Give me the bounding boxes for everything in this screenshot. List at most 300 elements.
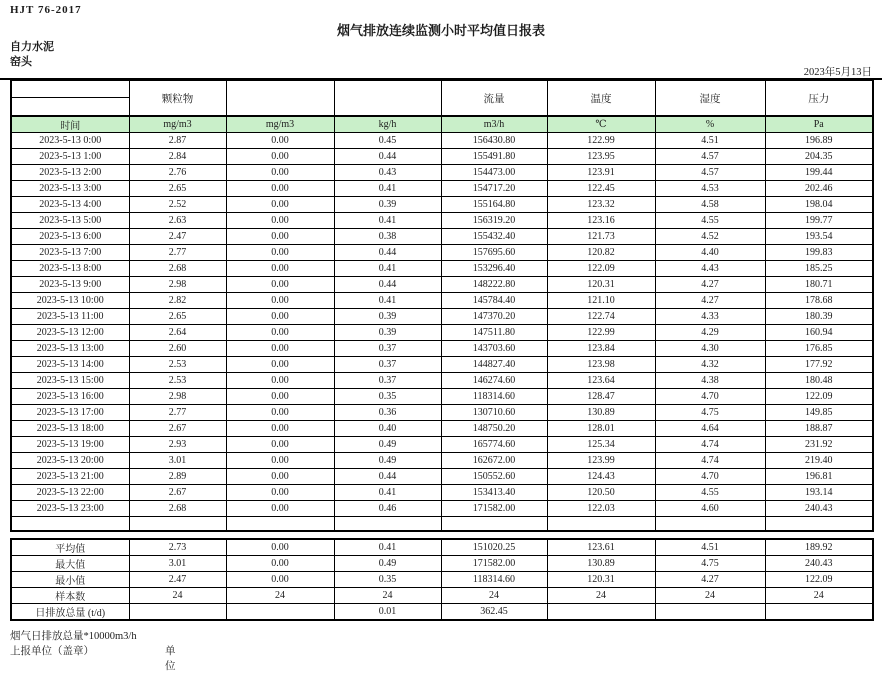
cell: 2.53 xyxy=(129,357,226,373)
table-row xyxy=(11,437,873,453)
time-cell: 2023-5-13 14:00 xyxy=(11,357,129,373)
cell: 2.73 xyxy=(129,539,226,556)
cell: 4.40 xyxy=(655,245,765,261)
cell: 202.46 xyxy=(765,181,873,197)
cell: 24 xyxy=(334,588,441,604)
cell: 118314.60 xyxy=(441,389,547,405)
cell: 204.35 xyxy=(765,149,873,165)
cell: 3.01 xyxy=(129,556,226,572)
cell: 240.43 xyxy=(765,501,873,517)
cell: 2.60 xyxy=(129,341,226,357)
cell: 0.35 xyxy=(334,389,441,405)
cell: 0.00 xyxy=(226,405,334,421)
cell: 0.00 xyxy=(226,421,334,437)
table-row xyxy=(11,293,873,309)
cell: 130.89 xyxy=(547,405,655,421)
cell: 2.68 xyxy=(129,261,226,277)
cell: 122.09 xyxy=(765,389,873,405)
report-date: 2023年5月13日 xyxy=(803,67,872,78)
cell: 24 xyxy=(441,588,547,604)
cell: 156319.20 xyxy=(441,213,547,229)
cell: 0.00 xyxy=(226,197,334,213)
table-row xyxy=(11,421,873,437)
cell: 123.99 xyxy=(547,453,655,469)
cell xyxy=(129,517,226,532)
cell: 0.00 xyxy=(226,325,334,341)
summary-row xyxy=(11,556,873,572)
cell: 2.98 xyxy=(129,277,226,293)
cell: 0.00 xyxy=(226,485,334,501)
time-cell: 2023-5-13 18:00 xyxy=(11,421,129,437)
cell xyxy=(226,604,334,621)
cell: 193.54 xyxy=(765,229,873,245)
cell: 151020.25 xyxy=(441,539,547,556)
summary-row xyxy=(11,572,873,588)
summary-label-cell: 平均值 xyxy=(11,539,129,556)
cell: 4.75 xyxy=(655,405,765,421)
cell: 4.32 xyxy=(655,357,765,373)
cell: 4.53 xyxy=(655,181,765,197)
cell: 0.36 xyxy=(334,405,441,421)
table-row xyxy=(11,485,873,501)
cell: 0.37 xyxy=(334,341,441,357)
summary-rows xyxy=(11,539,873,620)
summary-row xyxy=(11,604,873,621)
cell: 153296.40 xyxy=(441,261,547,277)
cell: 146274.60 xyxy=(441,373,547,389)
cell: 123.84 xyxy=(547,341,655,357)
table-row xyxy=(11,149,873,165)
cell: 0.41 xyxy=(334,213,441,229)
cell: 0.00 xyxy=(226,357,334,373)
cell: 120.50 xyxy=(547,485,655,501)
group-header-humidity: 湿度 xyxy=(655,80,765,116)
table-row xyxy=(11,165,873,181)
cell: 149.85 xyxy=(765,405,873,421)
cell: 150552.60 xyxy=(441,469,547,485)
cell: 2.76 xyxy=(129,165,226,181)
cell: 128.01 xyxy=(547,421,655,437)
cell xyxy=(226,517,334,532)
table-row xyxy=(11,133,873,149)
cell: 4.55 xyxy=(655,213,765,229)
cell: 2.84 xyxy=(129,149,226,165)
cell xyxy=(547,604,655,621)
cell: 0.00 xyxy=(226,213,334,229)
summary-label-cell: 样本数 xyxy=(11,588,129,604)
summary-label-cell: 日排放总量 (t/d) xyxy=(11,604,129,621)
cell: 118314.60 xyxy=(441,572,547,588)
unit-cell: m3/h xyxy=(441,116,547,133)
cell: 145784.40 xyxy=(441,293,547,309)
table-row xyxy=(11,277,873,293)
time-cell: 2023-5-13 15:00 xyxy=(11,373,129,389)
table-row xyxy=(11,245,873,261)
group-header-flow: 流量 xyxy=(441,80,547,116)
cell: 24 xyxy=(765,588,873,604)
cell: 2.47 xyxy=(129,572,226,588)
cell: 123.95 xyxy=(547,149,655,165)
time-cell: 2023-5-13 9:00 xyxy=(11,277,129,293)
cell: 0.35 xyxy=(334,572,441,588)
group-header-row xyxy=(11,80,873,116)
cell xyxy=(334,517,441,532)
cell: 0.00 xyxy=(226,341,334,357)
cell: 2.89 xyxy=(129,469,226,485)
cell: 153413.40 xyxy=(441,485,547,501)
cell: 177.92 xyxy=(765,357,873,373)
standard-code: HJT 76-2017 xyxy=(10,4,82,16)
time-cell: 2023-5-13 5:00 xyxy=(11,213,129,229)
summary-label-cell: 最小值 xyxy=(11,572,129,588)
cell: 123.64 xyxy=(547,373,655,389)
cell: 4.27 xyxy=(655,277,765,293)
cell: 4.51 xyxy=(655,133,765,149)
cell: 122.03 xyxy=(547,501,655,517)
cell: 2.65 xyxy=(129,309,226,325)
time-cell: 2023-5-13 4:00 xyxy=(11,197,129,213)
group-header-blank-2 xyxy=(334,80,441,116)
cell: 199.83 xyxy=(765,245,873,261)
cell: 0.40 xyxy=(334,421,441,437)
unit-cell: kg/h xyxy=(334,116,441,133)
cell: 0.45 xyxy=(334,133,441,149)
time-header: 时间 xyxy=(11,116,129,133)
report-title: 烟气排放连续监测小时平均值日报表 xyxy=(336,23,545,38)
table-row xyxy=(11,389,873,405)
cell: 0.49 xyxy=(334,556,441,572)
cell: 122.99 xyxy=(547,133,655,149)
cell: 0.00 xyxy=(226,261,334,277)
cell: 219.40 xyxy=(765,453,873,469)
cell: 193.14 xyxy=(765,485,873,501)
cell: 122.99 xyxy=(547,325,655,341)
cell: 196.81 xyxy=(765,469,873,485)
table-row xyxy=(11,325,873,341)
time-cell: 2023-5-13 10:00 xyxy=(11,293,129,309)
time-cell: 2023-5-13 7:00 xyxy=(11,245,129,261)
cell: 24 xyxy=(226,588,334,604)
group-header-particulate: 颗粒物 xyxy=(129,80,226,116)
cell: 4.57 xyxy=(655,149,765,165)
cell: 123.32 xyxy=(547,197,655,213)
cell: 4.38 xyxy=(655,373,765,389)
cell: 362.45 xyxy=(441,604,547,621)
unit-cell: mg/m3 xyxy=(226,116,334,133)
cell: 123.91 xyxy=(547,165,655,181)
table-row xyxy=(11,469,873,485)
table-row xyxy=(11,309,873,325)
cell: 0.00 xyxy=(226,389,334,405)
footer-line2 xyxy=(10,643,176,672)
time-cell: 2023-5-13 2:00 xyxy=(11,165,129,181)
cell: 0.39 xyxy=(334,309,441,325)
time-cell: 2023-5-13 20:00 xyxy=(11,453,129,469)
cell: 2.67 xyxy=(129,421,226,437)
cell: 0.41 xyxy=(334,485,441,501)
time-cell: 2023-5-13 8:00 xyxy=(11,261,129,277)
cell: 125.34 xyxy=(547,437,655,453)
cell: 0.00 xyxy=(226,293,334,309)
cell: 180.71 xyxy=(765,277,873,293)
table-row xyxy=(11,453,873,469)
cell: 0.00 xyxy=(226,453,334,469)
time-cell: 2023-5-13 6:00 xyxy=(11,229,129,245)
data-rows xyxy=(11,133,873,517)
cell: 122.45 xyxy=(547,181,655,197)
table-row xyxy=(11,261,873,277)
cell: 0.00 xyxy=(226,437,334,453)
cell: 4.43 xyxy=(655,261,765,277)
table-row xyxy=(11,405,873,421)
cell: 0.00 xyxy=(226,229,334,245)
cell: 121.10 xyxy=(547,293,655,309)
report-unit-label: 上报单位（盖章） xyxy=(10,646,94,657)
time-cell: 2023-5-13 0:00 xyxy=(11,133,129,149)
cell: 4.52 xyxy=(655,229,765,245)
cell: 185.25 xyxy=(765,261,873,277)
summary-row xyxy=(11,539,873,556)
cell: 0.00 xyxy=(226,149,334,165)
time-cell: 2023-5-13 1:00 xyxy=(11,149,129,165)
cell: 143703.60 xyxy=(441,341,547,357)
cell: 120.31 xyxy=(547,277,655,293)
cell: 122.74 xyxy=(547,309,655,325)
cell: 147511.80 xyxy=(441,325,547,341)
cell: 171582.00 xyxy=(441,556,547,572)
cell: 2.63 xyxy=(129,213,226,229)
cell: 148750.20 xyxy=(441,421,547,437)
cell: 4.60 xyxy=(655,501,765,517)
cell: 180.48 xyxy=(765,373,873,389)
cell: 0.41 xyxy=(334,539,441,556)
cell: 0.37 xyxy=(334,373,441,389)
cell: 124.43 xyxy=(547,469,655,485)
cell: 162672.00 xyxy=(441,453,547,469)
cell: 0.41 xyxy=(334,181,441,197)
cell: 123.61 xyxy=(547,539,655,556)
cell: 4.55 xyxy=(655,485,765,501)
cell: 4.74 xyxy=(655,437,765,453)
cell: 0.00 xyxy=(226,245,334,261)
cell: 148222.80 xyxy=(441,277,547,293)
cell: 178.68 xyxy=(765,293,873,309)
table-row xyxy=(11,373,873,389)
cell: 199.44 xyxy=(765,165,873,181)
cell: 122.09 xyxy=(547,261,655,277)
footer-note: 烟气日排放总量*10000m3/h xyxy=(10,631,137,642)
cell: 4.75 xyxy=(655,556,765,572)
cell: 122.09 xyxy=(765,572,873,588)
cell xyxy=(441,517,547,532)
cell: 2.93 xyxy=(129,437,226,453)
cell: 2.98 xyxy=(129,389,226,405)
cell: 130710.60 xyxy=(441,405,547,421)
cell: 4.70 xyxy=(655,469,765,485)
corner-cell xyxy=(11,80,129,116)
cell: 123.98 xyxy=(547,357,655,373)
time-cell: 2023-5-13 21:00 xyxy=(11,469,129,485)
unit-cell: % xyxy=(655,116,765,133)
cell: 0.00 xyxy=(226,181,334,197)
cell: 2.65 xyxy=(129,181,226,197)
cell: 4.51 xyxy=(655,539,765,556)
cell: 0.49 xyxy=(334,437,441,453)
cell: 199.77 xyxy=(765,213,873,229)
cell: 4.33 xyxy=(655,309,765,325)
main-table xyxy=(10,79,874,532)
corner-top-cell xyxy=(12,81,129,98)
cell: 0.00 xyxy=(226,539,334,556)
time-cell: 2023-5-13 3:00 xyxy=(11,181,129,197)
cell: 154717.20 xyxy=(441,181,547,197)
cell: 0.43 xyxy=(334,165,441,181)
cell: 198.04 xyxy=(765,197,873,213)
cell: 180.39 xyxy=(765,309,873,325)
cell: 0.39 xyxy=(334,325,441,341)
unit-cell: Pa xyxy=(765,116,873,133)
cell: 156430.80 xyxy=(441,133,547,149)
time-cell: 2023-5-13 22:00 xyxy=(11,485,129,501)
cell: 0.44 xyxy=(334,469,441,485)
cell: 196.89 xyxy=(765,133,873,149)
cell: 155491.80 xyxy=(441,149,547,165)
cell xyxy=(11,517,129,532)
cell: 4.57 xyxy=(655,165,765,181)
cell: 24 xyxy=(547,588,655,604)
cell: 0.00 xyxy=(226,309,334,325)
table-row xyxy=(11,213,873,229)
group-header-temperature: 温度 xyxy=(547,80,655,116)
cell xyxy=(655,517,765,532)
table-row xyxy=(11,181,873,197)
cell: 0.44 xyxy=(334,149,441,165)
unit-cell: mg/m3 xyxy=(129,116,226,133)
cell: 157695.60 xyxy=(441,245,547,261)
cell: 0.00 xyxy=(226,165,334,181)
cell: 2.67 xyxy=(129,485,226,501)
cell: 4.74 xyxy=(655,453,765,469)
summary-row xyxy=(11,588,873,604)
cell: 0.00 xyxy=(226,469,334,485)
cell xyxy=(765,517,873,532)
cell: 155432.40 xyxy=(441,229,547,245)
station-name: 窑头 xyxy=(10,56,32,68)
cell: 3.01 xyxy=(129,453,226,469)
cell: 0.37 xyxy=(334,357,441,373)
corner-bottom-cell xyxy=(12,98,129,115)
cell: 2.47 xyxy=(129,229,226,245)
time-cell: 2023-5-13 12:00 xyxy=(11,325,129,341)
cell: 0.00 xyxy=(226,277,334,293)
cell: 2.77 xyxy=(129,405,226,421)
cell: 0.41 xyxy=(334,293,441,309)
cell: 176.85 xyxy=(765,341,873,357)
cell: 2.64 xyxy=(129,325,226,341)
cell: 160.94 xyxy=(765,325,873,341)
cell: 2.77 xyxy=(129,245,226,261)
cell: 4.58 xyxy=(655,197,765,213)
cell: 120.82 xyxy=(547,245,655,261)
cell: 4.30 xyxy=(655,341,765,357)
table-row xyxy=(11,357,873,373)
cell: 123.16 xyxy=(547,213,655,229)
cell xyxy=(547,517,655,532)
cell: 144827.40 xyxy=(441,357,547,373)
cell: 188.87 xyxy=(765,421,873,437)
company-name: 自力水泥 xyxy=(10,41,54,53)
cell: 4.27 xyxy=(655,293,765,309)
table-row xyxy=(11,197,873,213)
cell: 0.38 xyxy=(334,229,441,245)
cell: 0.49 xyxy=(334,453,441,469)
time-cell: 2023-5-13 16:00 xyxy=(11,389,129,405)
summary-table xyxy=(10,538,874,621)
cell: 120.31 xyxy=(547,572,655,588)
cell: 24 xyxy=(129,588,226,604)
cell: 4.29 xyxy=(655,325,765,341)
unit-row xyxy=(11,116,873,133)
cell: 0.44 xyxy=(334,245,441,261)
cell xyxy=(765,604,873,621)
cell: 0.00 xyxy=(226,556,334,572)
time-cell: 2023-5-13 11:00 xyxy=(11,309,129,325)
cell: 0.46 xyxy=(334,501,441,517)
cell: 130.89 xyxy=(547,556,655,572)
cell: 155164.80 xyxy=(441,197,547,213)
cell: 240.43 xyxy=(765,556,873,572)
cell: 165774.60 xyxy=(441,437,547,453)
cell: 0.00 xyxy=(226,572,334,588)
cell xyxy=(129,604,226,621)
cell: 231.92 xyxy=(765,437,873,453)
unit-label: 单位 xyxy=(165,646,176,672)
time-cell: 2023-5-13 13:00 xyxy=(11,341,129,357)
cell: 154473.00 xyxy=(441,165,547,181)
cell: 4.64 xyxy=(655,421,765,437)
cell: 121.73 xyxy=(547,229,655,245)
spacer-row xyxy=(11,517,873,532)
cell: 2.87 xyxy=(129,133,226,149)
cell: 128.47 xyxy=(547,389,655,405)
cell: 147370.20 xyxy=(441,309,547,325)
cell: 2.82 xyxy=(129,293,226,309)
group-header-blank-1 xyxy=(226,80,334,116)
group-header-pressure: 压力 xyxy=(765,80,873,116)
time-cell: 2023-5-13 23:00 xyxy=(11,501,129,517)
cell xyxy=(655,604,765,621)
unit-cell: ℃ xyxy=(547,116,655,133)
time-cell: 2023-5-13 19:00 xyxy=(11,437,129,453)
cell: 0.44 xyxy=(334,277,441,293)
cell: 4.70 xyxy=(655,389,765,405)
cell: 0.00 xyxy=(226,373,334,389)
cell: 189.92 xyxy=(765,539,873,556)
cell: 4.27 xyxy=(655,572,765,588)
table-row xyxy=(11,501,873,517)
cell: 171582.00 xyxy=(441,501,547,517)
cell: 24 xyxy=(655,588,765,604)
cell: 2.53 xyxy=(129,373,226,389)
cell: 0.00 xyxy=(226,501,334,517)
cell: 0.01 xyxy=(334,604,441,621)
time-cell: 2023-5-13 17:00 xyxy=(11,405,129,421)
cell: 0.39 xyxy=(334,197,441,213)
summary-label-cell: 最大值 xyxy=(11,556,129,572)
cell: 2.68 xyxy=(129,501,226,517)
cell: 0.41 xyxy=(334,261,441,277)
cell: 2.52 xyxy=(129,197,226,213)
